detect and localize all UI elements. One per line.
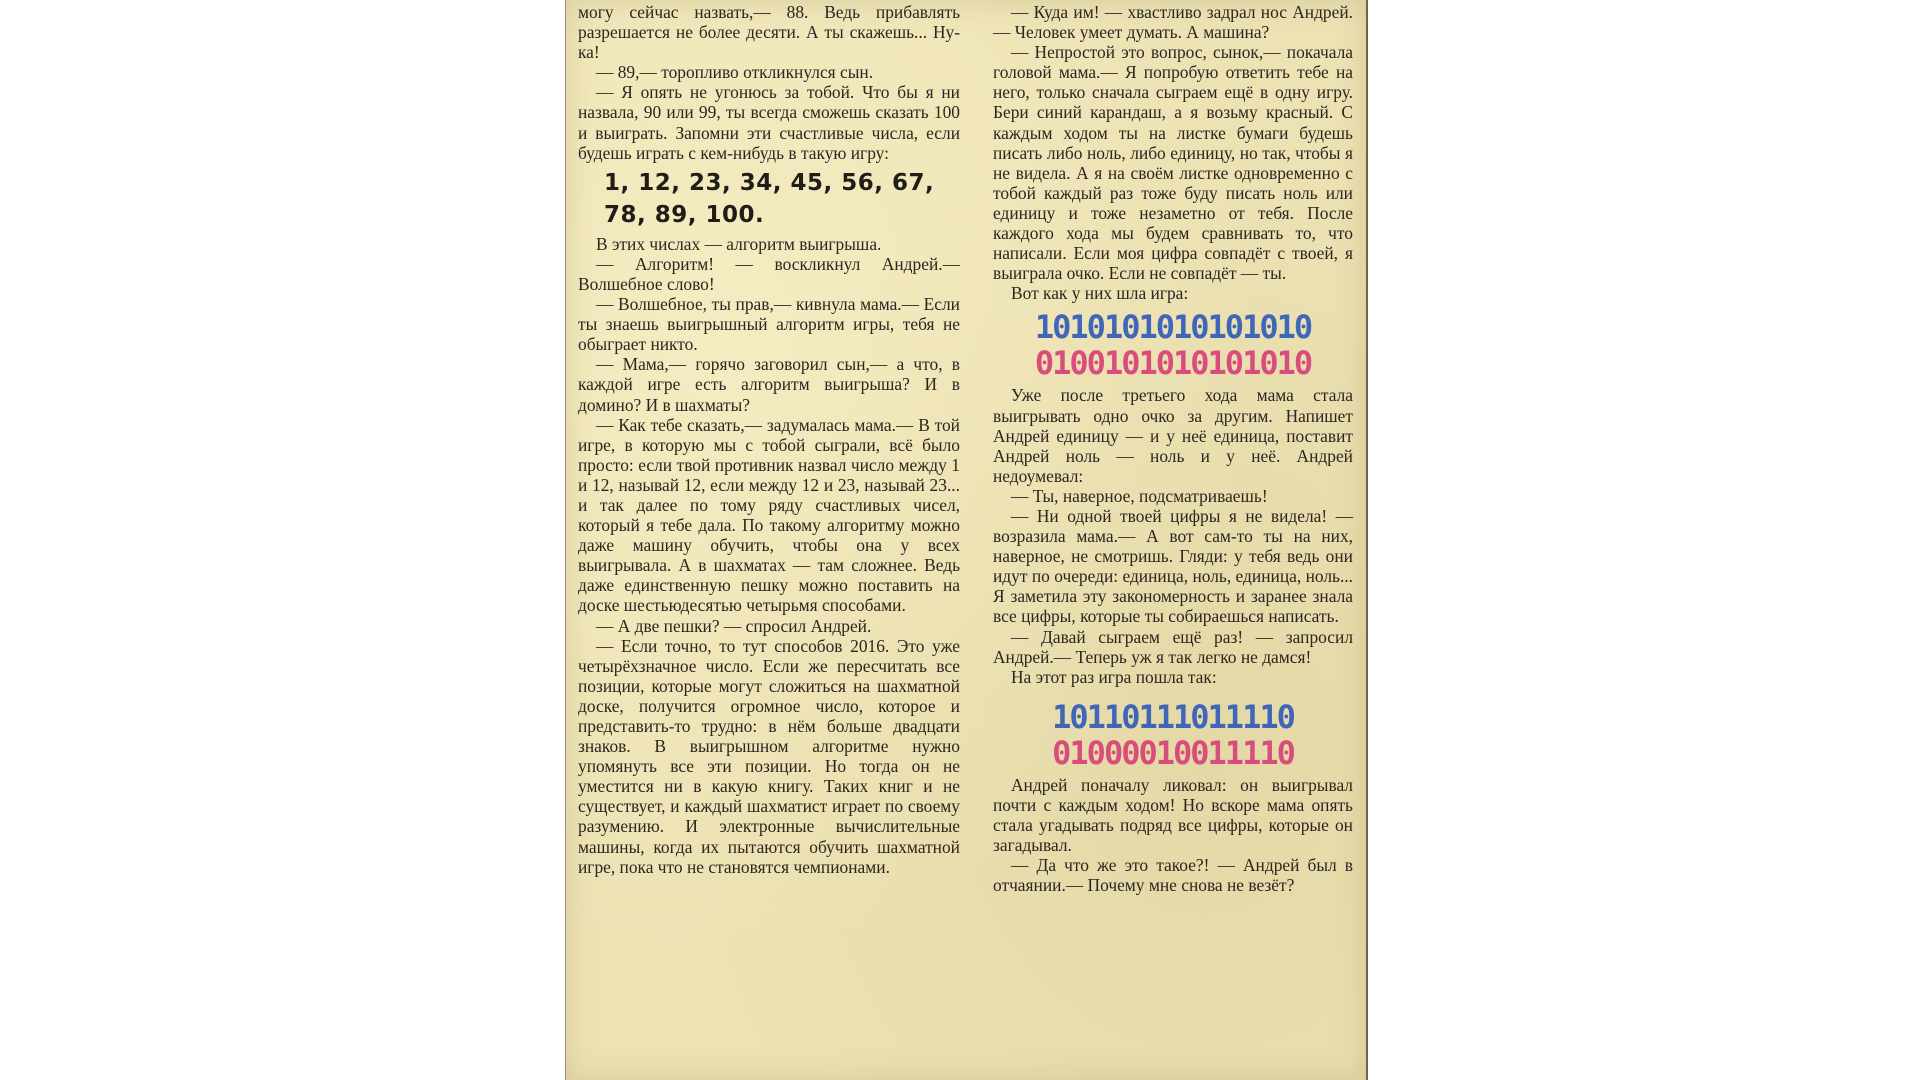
left-text-column [578,2,960,877]
paragraph: — Я опять не угонюсь за тобой. Что бы я ни назвала, 90 или 99, ты всегда сможешь сказать 100 и выиграть. Запомни эти счастливые числа, если будешь играть с кем-нибудь в такую игру: [578,82,960,163]
paragraph: Уже после третьего хода мама стала выигрывать одно очко за другим. Напишет Андрей единицу — и у неё единица, поставит Андрей ноль — ноль и у неё. Андрей недоумевал: [993,385,1353,486]
andrey-blue-digits: 10110111011110 [1052,697,1294,736]
mama-red-digits: 0100101010101010 [1034,344,1312,383]
lucky-numbers-list: 1, 12, 23, 34, 45, 56, 67, 78, 89, 100. [604,169,935,228]
paragraph: — Алгоритм! — воскликнул Андрей.— Волшебное слово! [578,253,960,294]
paragraph: В этих числах — алгоритм выигрыша. [596,233,882,254]
paragraph: — Ты, наверное, подсматриваешь! [1011,485,1268,506]
paragraph: могу сейчас назвать,— 88. Ведь прибавлять разрешается не более десяти. А ты скажешь... Ну-ка! [578,2,960,63]
game-two-digits [993,699,1353,771]
scanned-magazine-page [565,0,1368,1080]
paragraph: — Куда им! — хвастливо задрал нос Андрей.— Человек умеет думать. А машина? [993,2,1353,43]
paragraph: Андрей поначалу ликовал: он выигрывал почти с каждым ходом! Но вскоре мама опять стала угадывать подряд все цифры, которые он загадывал. [993,774,1353,856]
game-one-digits [993,309,1353,381]
mama-red-digits: 01000010011110 [1052,733,1294,772]
paragraph: — Если точно, то тут способов 2016. Это уже четырёхзначное число. Если же пересчитать все позиции, которые могут сложиться на шахматной доске, получится огромное число, которое и представить-то трудно: в нём больше двадцати знаков. В выигрышном алгоритме нужно упомянуть все эти позиции. Но тогда он не уместится ни в какую книгу. Таких книг и не существует, и каждый шахматист играет по своему разумению. И электронные вычислительные машины, когда их пытаются обучить шахматной игре, пока что не становятся чемпионами. [578,635,960,877]
paragraph: — Как тебе сказать,— задумалась мама.— В той игре, в которую мы с тобой сыграли, всё было просто: если твой противник назвал число между 1 и 12, называй 12, если между 12 и 23, называй 23... и так далее по тому ряду счастливых чисел, который я тебе дала. По такому алгоритму можно даже машину обучить, чтобы она у всех выигрывала. А в шахматах — там сложнее. Ведь даже единственную пешку можно поставить на доске шестьюдесятью четырьмя способами. [578,414,960,616]
paragraph: — Непростой это вопрос, сынок,— покачала головой мама.— Я попробую ответить тебе на него, только сначала сыграем ещё в одну игру. Бери синий карандаш, а я возьму красный. С каждым ходом ты на листке бумаги будешь писать либо ноль, либо единицу, но так, чтобы я не видела. А я на своём листке одновременно с тобой каждый раз тоже буду писать ноль или единицу и тоже незаметно от тебя. После каждого хода мы будем сравнивать то, что написали. Если моя цифра совпадёт с твоей, я выиграла очко. Если не совпадёт — ты. [993,42,1353,284]
paragraph: — А две пешки? — спросил Андрей. [596,615,872,636]
right-text-column [993,2,1353,895]
paragraph: — 89,— торопливо откликнулся сын. [596,62,874,83]
paragraph: Вот как у них шла игра: [1011,283,1189,304]
paragraph: — Мама,— горячо заговорил сын,— а что, в каждой игре есть алгоритм выигрыша? И в домино? И в шахматы? [578,354,960,415]
paragraph: — Да что же это такое?! — Андрей был в отчаянии.— Почему мне снова не везёт? [993,855,1353,896]
paragraph: — Давай сыграем ещё раз! — запросил Андрей.— Теперь уж я так легко не дамся! [993,626,1353,667]
paragraph: — Ни одной твоей цифры я не видела! — возразила мама.— А вот сам-то ты на них, наверное, не смотришь. Гляди: у тебя ведь они идут по очереди: единица, ноль, единица, ноль... Я заметила эту закономерность и заранее знала все цифры, которые ты собираешься написать. [993,505,1353,627]
paragraph: На этот раз игра пошла так: [1011,666,1217,687]
paragraph: — Волшебное, ты прав,— кивнула мама.— Если ты знаешь выигрышный алгоритм игры, тебя не обыграет никто. [578,294,960,355]
andrey-blue-digits: 1010101010101010 [1034,308,1312,347]
